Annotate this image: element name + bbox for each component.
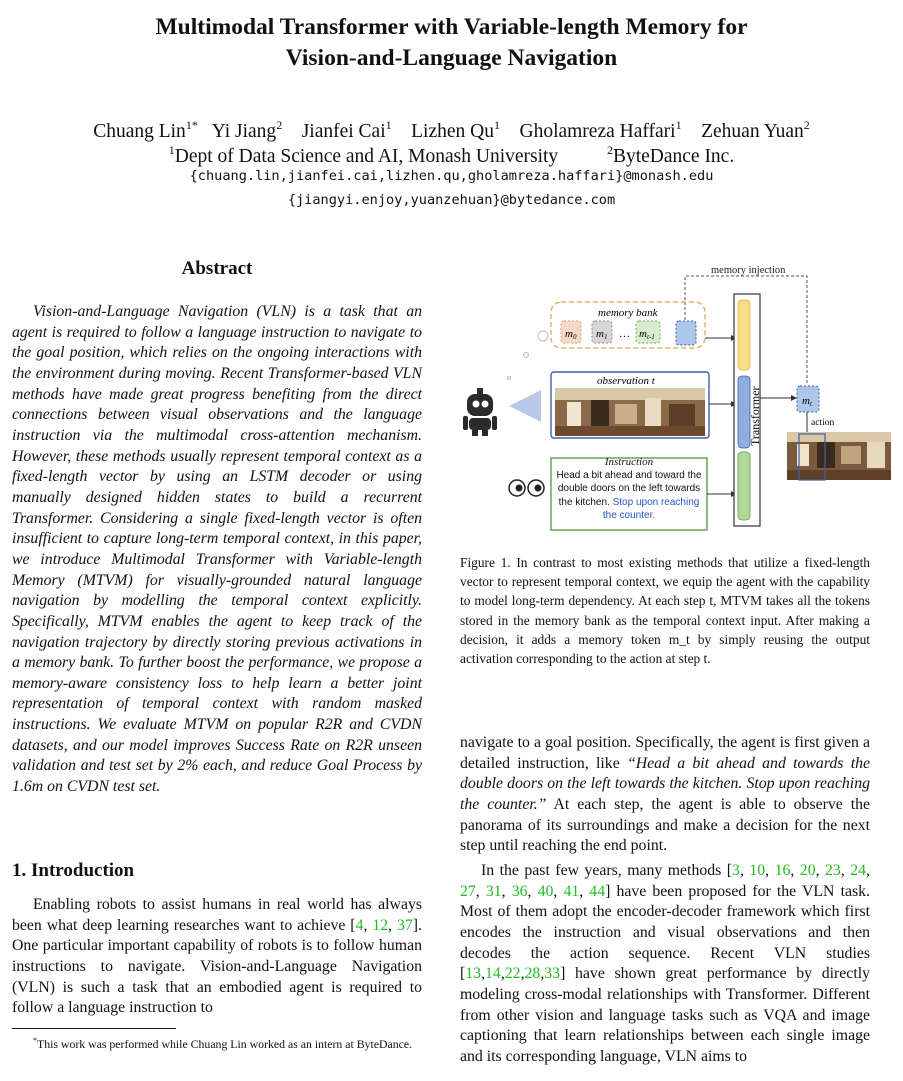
citation-link[interactable]: 44 [589, 882, 606, 900]
email-line-2: {jiangyi.enjoy,yuanzehuan}@bytedance.com [287, 192, 616, 208]
citation-link[interactable]: 24 [850, 862, 867, 879]
citation-link[interactable]: 13 [465, 965, 482, 983]
citation-link[interactable]: 31 [485, 882, 502, 900]
instruction-content [553, 456, 705, 532]
title-line-2: Vision-and-Language Navigation [285, 45, 618, 71]
citation-link[interactable]: 27 [460, 882, 476, 900]
intro-heading: 1. Introduction [12, 860, 135, 881]
intro-paragraph-2: In the past few years, many methods [3, 10, 16, 20, 23, 24, 27, 31, 36, 40, 41, 44] have been proposed for the VLN task. Most of them adopt the encoder-decoder framework which first encodes the instruction and visual observations and then decodes the action sequence. Recent VLN studies [13,14,22,28,33] have shown great performance by directly modeling cross-modal relationships with Transformer. Different from other vision and language tasks such as VQA and image captioning that learn relationships between each single image and its corresponding language, VLN aims to [460, 862, 870, 1065]
thought-bubble [538, 331, 548, 341]
mt-1-label: mt-1 [639, 328, 655, 341]
memory-ellipsis: … [619, 328, 630, 340]
thought-bubble [524, 353, 529, 358]
vision-cone [509, 390, 541, 422]
mt-label: mt [802, 395, 812, 408]
intro-paragraph-1-continued: navigate to a goal position. Specifically, the agent is first given a detailed instruction, like “Head a bit ahead and towards the double doors on the left towards the kitchen. Stop upon reaching the counter.” At each step, the agent is able to observe the panorama of its surroundings and make a decision for the next step until reaching the end point. [460, 734, 870, 855]
author: Zehuan Yuan$^2$ [701, 118, 810, 142]
affiliations [0, 138, 903, 169]
intro-paragraph-1: Enabling robots to assist humans in real world has always been what deep learning researches want to achieve [4, 12, 37]. One particular important capability of robots is to follow human instructions to navigate. Vision-and-Language Navigation (VLN) is such a task that an embodied agent is required to follow a language instruction to [12, 896, 422, 1017]
memory-token-new [676, 321, 696, 345]
citation-link[interactable]: 22 [504, 965, 521, 983]
citation-link[interactable]: 28 [524, 965, 541, 983]
abstract-heading: Abstract [181, 258, 253, 279]
author: Yi Jiang$^2$ [211, 118, 283, 142]
citation-link[interactable]: 3 [732, 862, 740, 879]
observation-panorama-image [555, 388, 705, 436]
author: Jianfei Cai$^1$ [301, 118, 392, 142]
citation-link[interactable]: 16 [774, 862, 791, 879]
thought-bubble [508, 377, 511, 380]
email-line-1: {chuang.lin,jianfei.cai,lizhen.qu,gholamreza.haffari}@monash.edu [189, 168, 714, 184]
author: Gholamreza Haffari$^1$ [519, 118, 682, 142]
figure-1-caption: Figure 1. In contrast to most existing methods that utilize a fixed-length vector to represent temporal context, we equip the agent with the capability to model long-term dependency. At each step t, MTVM takes all the tokens stored in the memory bank as the temporal context input. After making a decision, it adds a memory token m_t by simply reusing the output activation corresponding to the action at step t. [460, 555, 870, 667]
citation-link[interactable]: 37 [396, 916, 413, 934]
abstract-text: Vision-and-Language Navigation (VLN) is a task that an agent is required to follow a language instruction to navigate to the goal position, which relies on the ongoing interactions with the environment during moving. Recent Transformer-based VLN methods have made great progress benefiting from the direct connections between visual observations and the language instruction via the multimodal cross-attention mechanism. However, these methods usually represent temporal context as a fixed-length vector by using an LSTM decoder or using manually designed hidden states to build a recurrent Transformer. Considering a single fixed-length vector is often insufficient to capture long-term temporal context, in this paper, we introduce Multimodal Transformer with Variable-length Memory (MTVM) for visually-grounded natural language navigation by modelling the temporal context explicitly. Specifically, MTVM enables the agent to keep track of the navigation trajectory by directly storing previous activations in a memory bank. To further boost the performance, we propose a memory-aware consistency loss to help learn a better joint representation of temporal context with random masked instructions. We evaluate MTVM on popular R2R and CVDN datasets, and our model improves Success Rate on R2R unseen validation and test set by 2% each, and reduce Goal Process by 1.6m on CVDN test set. [12, 303, 422, 796]
transformer-instruction-segment [738, 452, 750, 520]
author: Chuang Lin$^{1*}$ [93, 118, 198, 142]
figure-1-diagram [455, 258, 895, 538]
citation-link[interactable]: 41 [563, 882, 580, 900]
action-label: action [811, 418, 835, 428]
citation-link[interactable]: 40 [537, 882, 554, 900]
citation-link[interactable]: 10 [749, 862, 766, 879]
instruction-title: Instruction [604, 456, 654, 468]
robot-agent-icon [463, 388, 497, 436]
citation-link[interactable]: 33 [544, 965, 561, 983]
title-line-1: Multimodal Transformer with Variable-length Memory for [155, 14, 748, 40]
action-view-image [787, 432, 891, 480]
affiliation: $^2$ByteDance Inc. [606, 143, 735, 167]
citation-link[interactable]: 12 [372, 916, 389, 934]
m0-label: m0 [565, 328, 577, 341]
footnote: *This work was performed while Chuang Lin worked as an intern at ByteDance. [33, 1036, 413, 1051]
affiliation: $^1$Dept of Data Science and AI, Monash University [168, 143, 559, 167]
instruction-text: Head a bit ahead and toward the double doors on the left towards the kitchen. [556, 470, 702, 508]
m1-label: m1 [596, 328, 608, 341]
citation-link[interactable]: 36 [511, 882, 528, 900]
citation-link[interactable]: 23 [825, 862, 841, 879]
citation-link[interactable]: 4 [355, 916, 364, 934]
footnote-rule [12, 1028, 176, 1029]
memory-injection-label: memory injection [711, 265, 786, 276]
citation-link[interactable]: 20 [799, 862, 816, 879]
paper-title [0, 12, 903, 74]
transformer-memory-segment [738, 300, 750, 370]
observation-label: observation t [597, 375, 655, 387]
author: Lizhen Qu$^1$ [411, 118, 500, 142]
transformer-label: Transformer [748, 386, 762, 446]
eyes-icon [509, 480, 544, 496]
instruction-highlight: Stop upon reaching the counter. [602, 496, 700, 521]
memory-bank-label: memory bank [598, 307, 658, 319]
citation-link[interactable]: 14 [485, 965, 501, 983]
